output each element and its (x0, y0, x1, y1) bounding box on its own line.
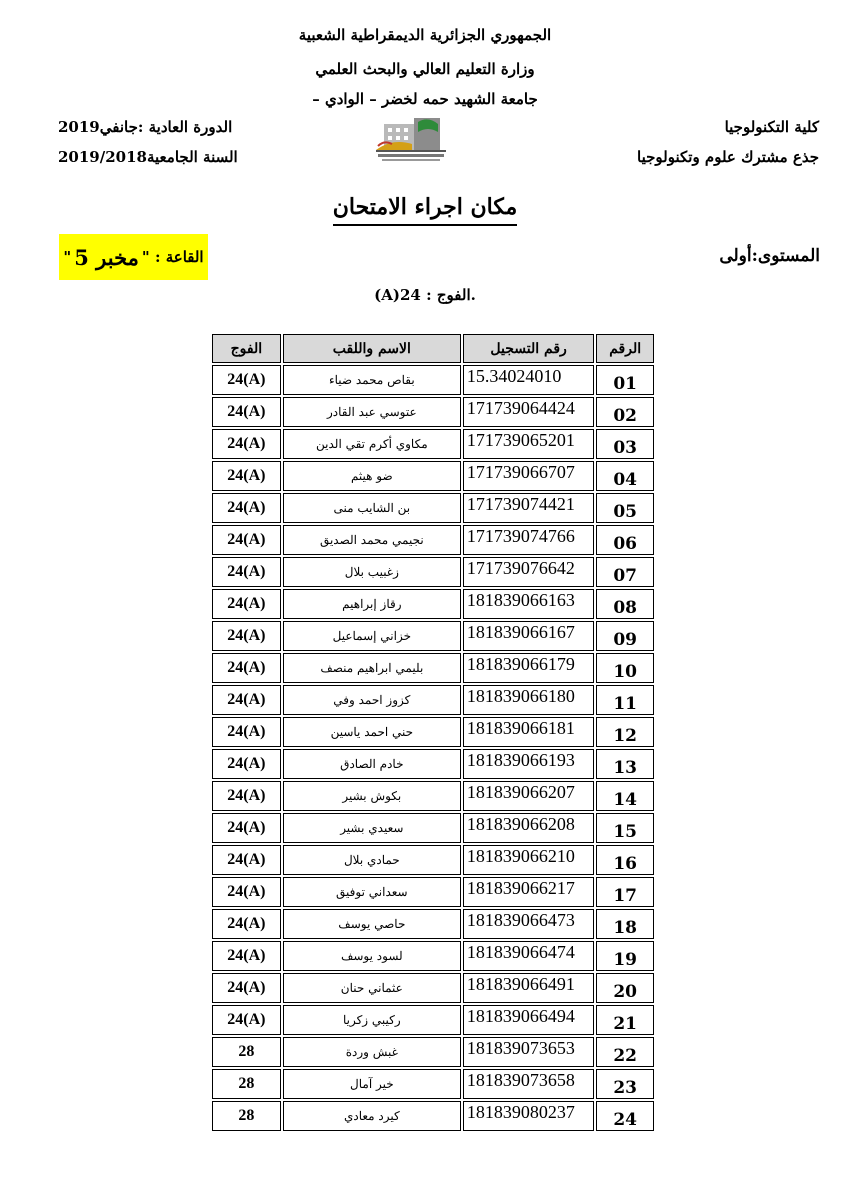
page-title-text: مكان اجراء الامتحان (333, 194, 518, 226)
student-name: ضو هيثم (283, 461, 461, 491)
registration-number: 171739076642 (463, 557, 595, 587)
column-header-group: الفوج (212, 334, 281, 363)
common-core-label: جذع مشترك علوم وتكنولوجيا (637, 148, 819, 166)
table-row (212, 461, 654, 491)
group-cell: 24(A) (212, 749, 281, 779)
table-row (212, 845, 654, 875)
table-row (212, 365, 654, 395)
student-name: رقاز إبراهيم (283, 589, 461, 619)
hall-label: القاعة : " (141, 248, 204, 266)
student-name: مكاوي أكرم تقي الدين (283, 429, 461, 459)
academic-year-label: السنة الجامعية2019/2018 (58, 148, 238, 166)
level-label: المستوى:أولى (719, 246, 820, 266)
registration-number: 181839066193 (463, 749, 595, 779)
student-name: سعداني توفيق (283, 877, 461, 907)
group-cell: 24(A) (212, 941, 281, 971)
hall-close: " (63, 248, 72, 266)
row-number: 07 (596, 557, 654, 587)
row-number: 19 (596, 941, 654, 971)
registration-number: 171739074766 (463, 525, 595, 555)
table-row (212, 813, 654, 843)
student-name: خير آمال (283, 1069, 461, 1099)
hall-value: مخبر 5 (74, 244, 139, 270)
row-number: 20 (596, 973, 654, 1003)
registration-number: 171739066707 (463, 461, 595, 491)
row-number: 21 (596, 1005, 654, 1035)
registration-number: 181839066494 (463, 1005, 595, 1035)
registration-number: 181839066180 (463, 685, 595, 715)
row-number: 12 (596, 717, 654, 747)
group-cell: 24(A) (212, 493, 281, 523)
group-cell: 24(A) (212, 621, 281, 651)
row-number: 11 (596, 685, 654, 715)
registration-number: 181839073653 (463, 1037, 595, 1067)
registration-number: 15.34024010 (463, 365, 595, 395)
group-cell: 24(A) (212, 781, 281, 811)
registration-number: 171739074421 (463, 493, 595, 523)
row-number: 17 (596, 877, 654, 907)
student-name: غبش وردة (283, 1037, 461, 1067)
table-row (212, 941, 654, 971)
table-row (212, 749, 654, 779)
group-cell: 24(A) (212, 397, 281, 427)
group-cell: 24(A) (212, 1005, 281, 1035)
university-heading: جامعة الشهيد حمه لخضر – الوادي – (312, 90, 538, 108)
row-number: 13 (596, 749, 654, 779)
group-cell: 28 (212, 1037, 281, 1067)
student-name: ركيبي زكريا (283, 1005, 461, 1035)
group-cell: 24(A) (212, 717, 281, 747)
roster-table (210, 332, 656, 1133)
table-row (212, 1037, 654, 1067)
group-cell: 24(A) (212, 845, 281, 875)
group-cell: 24(A) (212, 557, 281, 587)
table-row (212, 781, 654, 811)
faculty-label: كلية التكنولوجيا (724, 118, 819, 136)
group-cell: 24(A) (212, 909, 281, 939)
registration-number: 181839066210 (463, 845, 595, 875)
group-cell: 24(A) (212, 973, 281, 1003)
row-number: 23 (596, 1069, 654, 1099)
student-name: خزاني إسماعيل (283, 621, 461, 651)
student-name: بن الشايب منى (283, 493, 461, 523)
student-name: عثماني حنان (283, 973, 461, 1003)
column-header-name: الاسم واللقب (283, 334, 461, 363)
student-name: حمادي بلال (283, 845, 461, 875)
republic-heading: الجمهوري الجزائرية الديمقراطية الشعبية (298, 26, 552, 44)
group-cell: 24(A) (212, 813, 281, 843)
group-cell: 24(A) (212, 685, 281, 715)
registration-number: 181839066217 (463, 877, 595, 907)
registration-number: 181839066473 (463, 909, 595, 939)
column-header-number: الرقم (596, 334, 654, 363)
table-row (212, 1069, 654, 1099)
university-logo (368, 114, 454, 164)
group-cell: 28 (212, 1069, 281, 1099)
student-name: كيرد معادي (283, 1101, 461, 1131)
group-line: .الفوج : 24(A) (374, 286, 476, 304)
table-row (212, 973, 654, 1003)
group-cell: 24(A) (212, 525, 281, 555)
row-number: 06 (596, 525, 654, 555)
group-cell: 24(A) (212, 429, 281, 459)
registration-number: 181839066474 (463, 941, 595, 971)
table-row (212, 1101, 654, 1131)
row-number: 24 (596, 1101, 654, 1131)
student-name: بكوش بشير (283, 781, 461, 811)
registration-number: 181839080237 (463, 1101, 595, 1131)
table-header-row (212, 334, 654, 363)
row-number: 02 (596, 397, 654, 427)
row-number: 05 (596, 493, 654, 523)
column-header-registration: رقم التسجيل (463, 334, 595, 363)
student-name: نجيمي محمد الصديق (283, 525, 461, 555)
registration-number: 181839066207 (463, 781, 595, 811)
table-row (212, 909, 654, 939)
group-cell: 24(A) (212, 589, 281, 619)
table-row (212, 429, 654, 459)
row-number: 16 (596, 845, 654, 875)
student-name: لسود يوسف (283, 941, 461, 971)
registration-number: 181839066181 (463, 717, 595, 747)
student-name: حني احمد ياسين (283, 717, 461, 747)
row-number: 15 (596, 813, 654, 843)
table-row (212, 557, 654, 587)
group-cell: 24(A) (212, 365, 281, 395)
student-name: كزوز احمد وفي (283, 685, 461, 715)
registration-number: 181839073658 (463, 1069, 595, 1099)
registration-number: 181839066208 (463, 813, 595, 843)
student-name: خادم الصادق (283, 749, 461, 779)
hall-box (59, 234, 208, 280)
table-row (212, 1005, 654, 1035)
registration-number: 171739064424 (463, 397, 595, 427)
group-cell: 24(A) (212, 653, 281, 683)
row-number: 03 (596, 429, 654, 459)
student-name: سعيدي بشير (283, 813, 461, 843)
table-row (212, 525, 654, 555)
registration-number: 181839066167 (463, 621, 595, 651)
row-number: 09 (596, 621, 654, 651)
row-number: 10 (596, 653, 654, 683)
group-cell: 28 (212, 1101, 281, 1131)
row-number: 22 (596, 1037, 654, 1067)
row-number: 08 (596, 589, 654, 619)
row-number: 18 (596, 909, 654, 939)
registration-number: 181839066179 (463, 653, 595, 683)
table-row (212, 717, 654, 747)
group-cell: 24(A) (212, 877, 281, 907)
row-number: 04 (596, 461, 654, 491)
student-name: زغبيب بلال (283, 557, 461, 587)
table-row (212, 589, 654, 619)
registration-number: 171739065201 (463, 429, 595, 459)
registration-number: 181839066491 (463, 973, 595, 1003)
registration-number: 181839066163 (463, 589, 595, 619)
student-name: عتوسي عبد القادر (283, 397, 461, 427)
row-number: 14 (596, 781, 654, 811)
student-name: حاصي يوسف (283, 909, 461, 939)
table-row (212, 493, 654, 523)
page-title (0, 194, 850, 220)
student-name: بليمي ابراهيم منصف (283, 653, 461, 683)
table-row (212, 877, 654, 907)
ministry-heading: وزارة التعليم العالي والبحث العلمي (315, 60, 535, 78)
table-row (212, 653, 654, 683)
session-label: الدورة العادية :جانفي2019 (58, 118, 233, 136)
row-number: 01 (596, 365, 654, 395)
table-row (212, 685, 654, 715)
table-row (212, 397, 654, 427)
group-cell: 24(A) (212, 461, 281, 491)
table-row (212, 621, 654, 651)
student-name: بقاص محمد ضياء (283, 365, 461, 395)
